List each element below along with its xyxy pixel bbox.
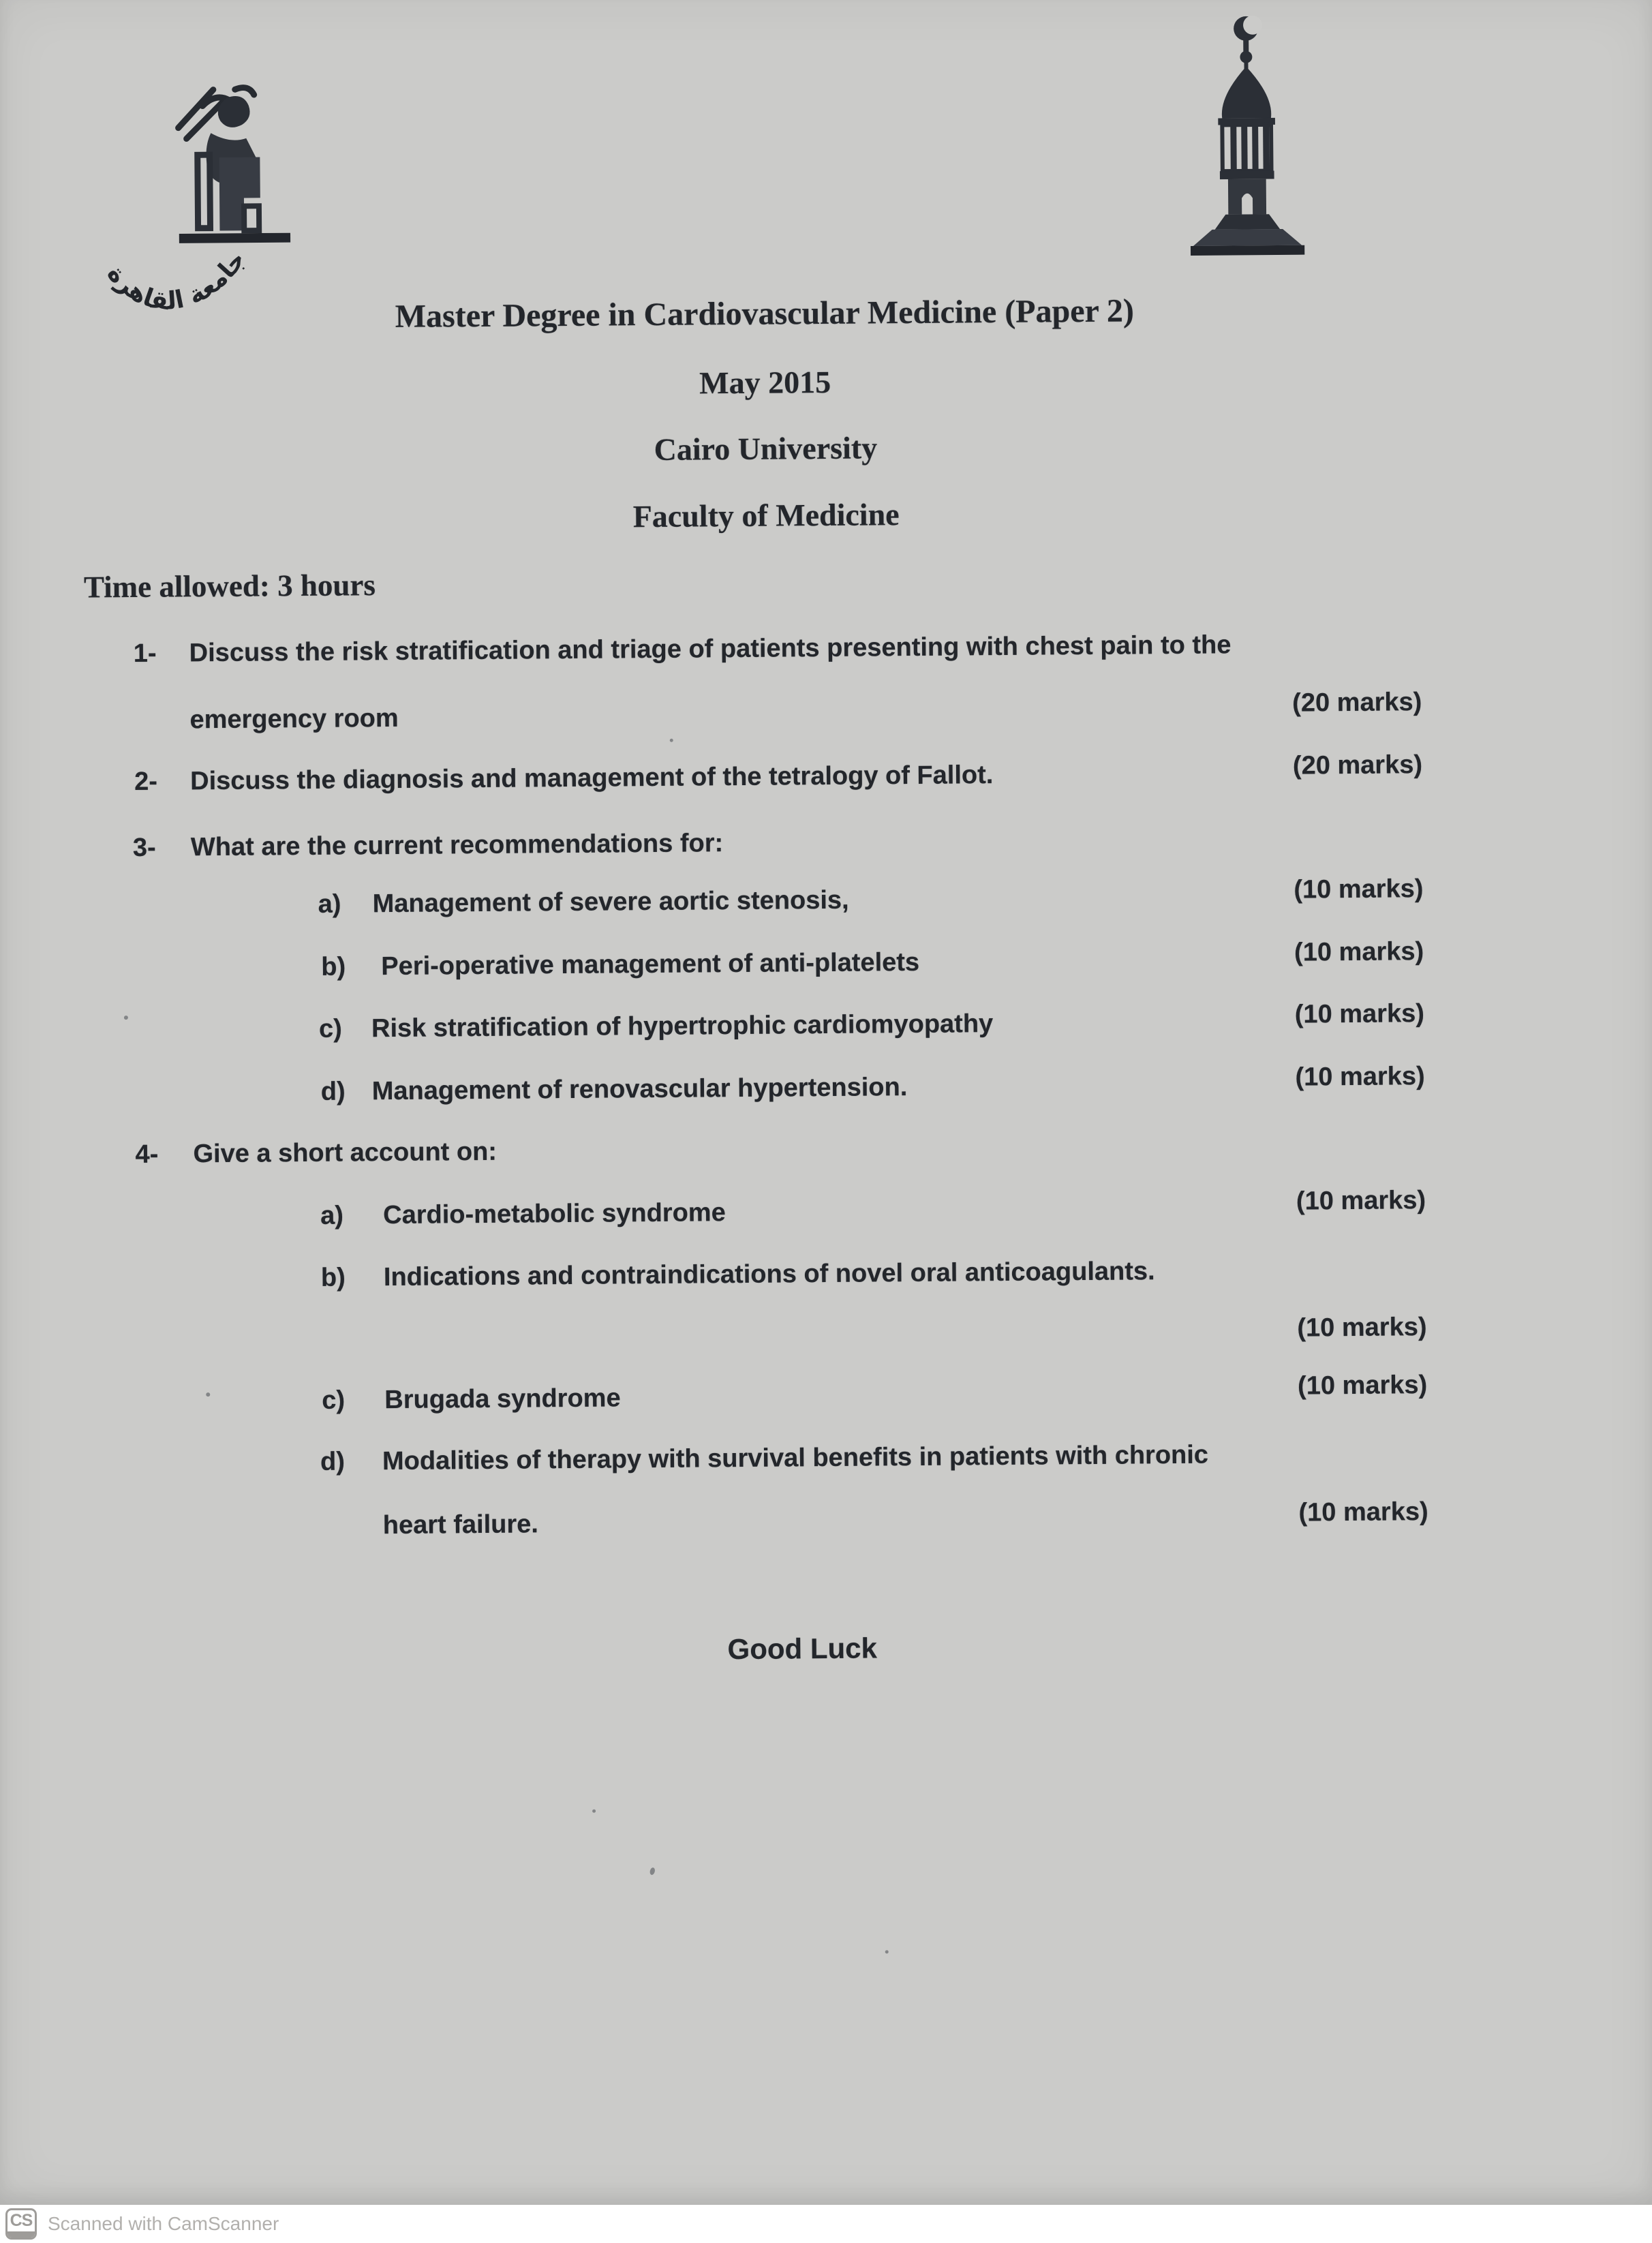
- question-marks: (20 marks): [1292, 750, 1423, 780]
- sub-question-label: c): [318, 1014, 343, 1043]
- question-text: Give a short account on:: [193, 1137, 498, 1169]
- sub-question-marks: (10 marks): [1296, 1186, 1426, 1216]
- question-marks: (20 marks): [1292, 688, 1422, 718]
- question-number: 4-: [135, 1140, 159, 1169]
- sub-question-label: d): [320, 1447, 346, 1476]
- good-luck: Good Luck: [727, 1632, 878, 1666]
- sub-question-text: heart failure.: [382, 1510, 539, 1540]
- sub-question-text: Management of renovascular hypertension.: [371, 1073, 908, 1106]
- camscanner-logo-icon: [5, 2208, 37, 2240]
- sub-question-label: d): [320, 1077, 346, 1106]
- scan-speck: [206, 1392, 210, 1397]
- scan-speck: [649, 1867, 656, 1875]
- sub-question-label: a): [320, 1201, 344, 1230]
- question-text: What are the current recommendations for:: [190, 829, 724, 862]
- sub-question-text: Peri-operative management of anti-platelets: [381, 947, 920, 981]
- sub-question-label: b): [321, 952, 346, 981]
- sub-question-marks: (10 marks): [1297, 1313, 1427, 1343]
- scan-speck: [592, 1810, 596, 1813]
- sub-question-marks: (10 marks): [1294, 874, 1424, 904]
- camscanner-footer: [0, 2205, 1652, 2243]
- sub-question-label: c): [322, 1386, 346, 1415]
- sub-question-text: Risk stratification of hypertrophic cardiomyopathy: [371, 1009, 994, 1043]
- university-name: Cairo University: [654, 430, 878, 467]
- sub-question-text: Modalities of therapy with survival benefits in patients with chronic: [382, 1440, 1209, 1476]
- question-number: 2-: [134, 767, 158, 796]
- exam-title: Master Degree in Cardiovascular Medicine (Paper 2): [395, 292, 1135, 335]
- scan-speck: [124, 1016, 128, 1020]
- sub-question-text: Cardio-metabolic syndrome: [383, 1198, 726, 1230]
- sub-question-marks: (10 marks): [1294, 999, 1425, 1029]
- cairo-university-minaret-icon: [1172, 11, 1321, 258]
- scan-speck: [885, 1950, 889, 1953]
- camscanner-badge-letters: CS: [10, 2211, 33, 2230]
- question-text: emergency room: [189, 703, 399, 735]
- sub-question-marks: (10 marks): [1297, 1371, 1428, 1401]
- sub-question-marks: (10 marks): [1294, 937, 1424, 967]
- sub-question-label: a): [318, 889, 341, 919]
- sub-question-marks: (10 marks): [1295, 1062, 1425, 1092]
- exam-date: May 2015: [699, 364, 831, 401]
- camscanner-watermark-text: Scanned with CamScanner: [48, 2213, 279, 2234]
- question-text: Discuss the risk stratification and triage of patients presenting with chest pain to the: [189, 630, 1232, 668]
- sub-question-text: Indications and contraindications of novel oral anticoagulants.: [383, 1257, 1155, 1292]
- sub-question-marks: (10 marks): [1298, 1497, 1428, 1527]
- question-number: 3-: [132, 833, 156, 862]
- question-text: Discuss the diagnosis and management of the tetralogy of Fallot.: [190, 761, 994, 796]
- faculty-name: Faculty of Medicine: [632, 497, 900, 534]
- time-allowed: Time allowed: 3 hours: [83, 568, 376, 605]
- sub-question-text: Management of severe aortic stenosis,: [372, 885, 849, 919]
- sub-question-label: b): [320, 1263, 346, 1292]
- camscanner-badge-band: [7, 2231, 35, 2238]
- svg-text:جامعة القاهرة: جامعة القاهرة: [101, 245, 251, 316]
- scan-speck: [670, 739, 673, 742]
- question-number: 1-: [133, 639, 157, 668]
- sub-question-text: Brugada syndrome: [384, 1384, 621, 1415]
